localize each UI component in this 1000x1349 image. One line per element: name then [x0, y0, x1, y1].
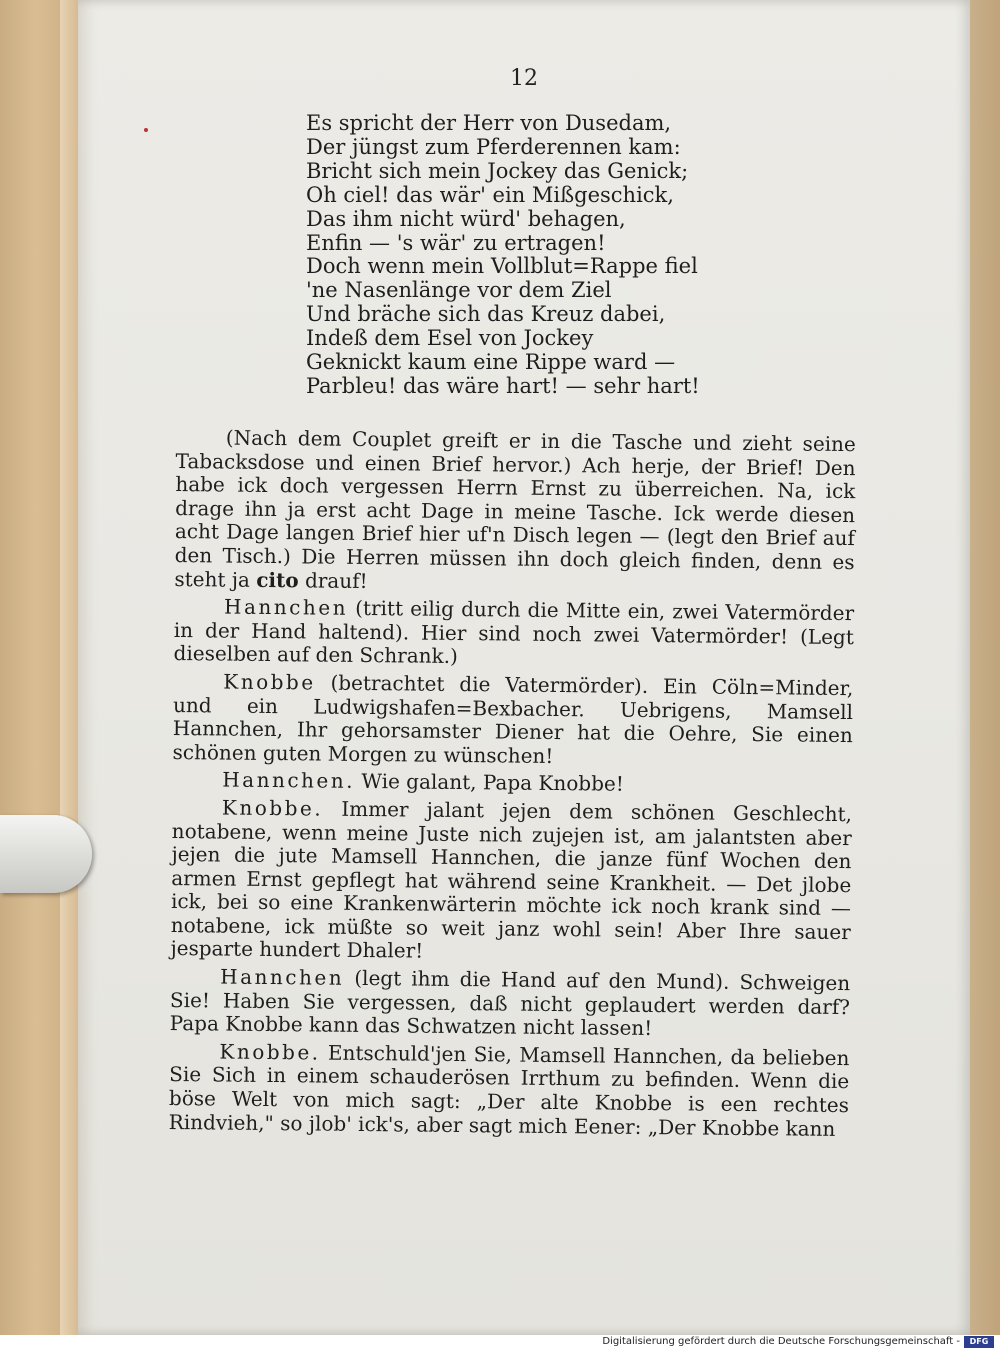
dfg-logo-icon: DFG	[964, 1336, 994, 1348]
footer-bar	[0, 1335, 1000, 1349]
footer-credit: Digitalisierung gefördert durch die Deutsche Forschungsgemeinschaft -	[602, 1336, 960, 1347]
paper-clip	[0, 815, 92, 893]
poem-line: Doch wenn mein Vollblut=Rappe fiel	[306, 254, 698, 279]
dialogue-text: (legt ihm die Hand auf den Mund). Schweigen Sie! Haben Sie vergessen, daß nicht geplaudert werden darf? Papa Knobbe kann das Schwatzen nicht lassen!	[169, 965, 851, 1041]
poem-line: Enfin — 's wär' zu ertragen!	[306, 230, 606, 255]
dialogue-paragraph	[170, 965, 851, 1043]
emphasis-cito: cito	[256, 567, 299, 592]
dialogue-text: (tritt eilig durch die Mitte ein, zwei Vatermörder in der Hand haltend). Hier sind noch zwei Vatermörder! (Legt dieselben auf den Schrank.)	[173, 595, 855, 669]
dialogue-text: Entschuld'jen Sie, Mamsell Hannchen, da belieben Sie Sich in einem schauderösen Irrthum zu befinden. Wenn die böse Welt von mich sagt: „Der alte Knobbe is een rechtes Rindvieh," so jlob' ick's, aber sagt mich Eener: „Der Knobbe kann	[168, 1040, 850, 1141]
page-number: 12	[510, 66, 538, 91]
dialogue-text: Wie galant, Papa Knobbe!	[354, 769, 624, 797]
poem-line: 'ne Nasenlänge vor dem Ziel	[306, 278, 612, 303]
poem	[306, 112, 826, 399]
dialogue-paragraph	[172, 670, 853, 771]
dialogue-text: (betrachtet die Vatermörder). Ein Cöln=Minder, und ein Ludwigshafen=Bexbacher. Uebrigens, Mamsell Hannchen, Ihr gehorsamster Diener hat die Oehre, Sie einen schönen guten Morgen zu wünschen!	[172, 670, 854, 768]
ink-mark	[144, 128, 148, 132]
dialogue-paragraph	[173, 595, 854, 673]
speaker-name: Hannchen.	[222, 767, 356, 794]
speaker-name: Hannchen	[223, 594, 349, 620]
speaker-name: Knobbe	[223, 669, 316, 695]
poem-line: Oh ciel! das wär' ein Mißgeschick,	[306, 182, 674, 207]
poem-line: Bricht sich mein Jockey das Genick;	[306, 158, 689, 183]
prose-body	[169, 426, 856, 1141]
poem-line: Und bräche sich das Kreuz dabei,	[306, 302, 666, 327]
dialogue-paragraph	[170, 796, 852, 968]
poem-line: Das ihm nicht würd' behagen,	[306, 206, 626, 231]
poem-line: Indeß dem Esel von Jockey	[306, 326, 594, 351]
binding-strip	[968, 0, 1000, 1335]
paragraph-text: drauf!	[298, 567, 368, 593]
poem-line: Es spricht der Herr von Dusedam,	[306, 111, 672, 135]
speaker-name: Knobbe.	[221, 795, 324, 821]
book-page	[78, 0, 970, 1335]
stage-direction-paragraph	[174, 426, 856, 598]
speaker-name: Hannchen	[220, 964, 345, 990]
dialogue-text: Immer jalant jejen dem schönen Geschlecht, notabene, wenn meine Juste nich zujejen ist, am jalantsten aber jejen die jute Mamsell Hannchen, die janze fünf Wochen den armen Ernst gepflegt hat während seine Krankheit. — Det jlobe ick, bei so eine Krankenwärterin möchte ick noch krank sind — notabene, ick müßte so weit janz wohl sein! Aber Ihre sauer jesparte hundert Dhaler!	[170, 796, 853, 964]
poem-line: Geknickt kaum eine Rippe ward —	[306, 350, 676, 375]
poem-line: Parbleu! das wäre hart! — sehr hart!	[306, 373, 700, 398]
dialogue-paragraph	[169, 1040, 850, 1141]
poem-line: Der jüngst zum Pferderennen kam:	[306, 134, 681, 159]
paragraph-text: (Nach dem Couplet greift er in die Tasche und zieht seine Tabacksdose und einen Brief hervor.) Ach herje, der Brief! Den habe ick doch vergessen Herrn Ernst zu überreichen. Na, ick drage ihn ja erst acht Dage in meine Tasche. Ick werde diesen acht Dage langen Brief hier uf'n Disch legen — (legt den Brief auf den Tisch.) Die Herren müssen ihn doch gleich finden, denn es steht ja	[174, 425, 856, 592]
speaker-name: Knobbe.	[219, 1039, 321, 1065]
